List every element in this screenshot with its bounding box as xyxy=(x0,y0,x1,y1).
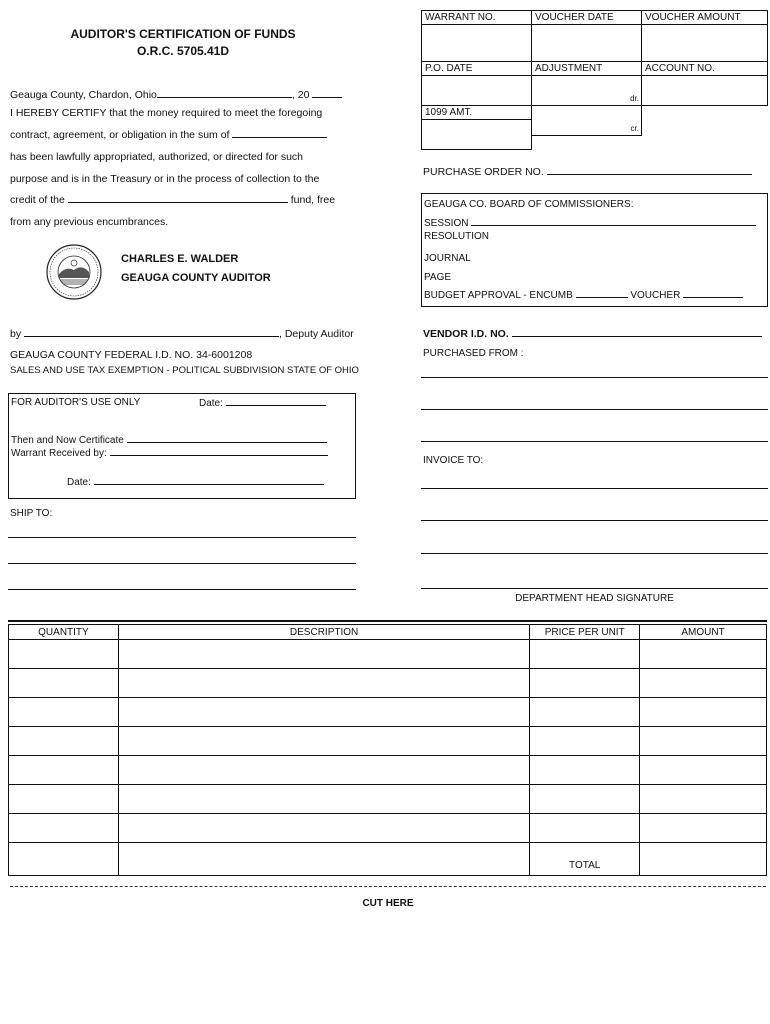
description-cell[interactable] xyxy=(118,785,529,814)
budget-line xyxy=(424,290,743,301)
purchased-from-line-3[interactable] xyxy=(421,441,768,442)
price-cell[interactable] xyxy=(530,814,640,843)
warrant-received-line xyxy=(11,448,328,459)
deputy-label: , Deputy Auditor xyxy=(279,328,354,340)
budget-label: BUDGET APPROVAL - ENCUMB xyxy=(424,290,573,301)
total-label: TOTAL xyxy=(530,843,640,876)
purchased-from-line-1[interactable] xyxy=(421,377,768,378)
quantity-cell[interactable] xyxy=(9,814,119,843)
cert-location-line xyxy=(10,88,342,102)
description-column-header: DESCRIPTION xyxy=(118,625,529,640)
auditor-use-date2-field[interactable] xyxy=(94,484,324,485)
cert-line-1: I HEREBY CERTIFY that the money required to meet the foregoing xyxy=(10,107,323,119)
invoice-to-label: INVOICE TO: xyxy=(423,455,484,466)
account-no-cell[interactable] xyxy=(641,61,768,106)
auditor-use-date-label: Date: xyxy=(199,398,223,409)
deputy-line xyxy=(10,327,354,341)
purchased-from-label: PURCHASED FROM : xyxy=(423,348,524,359)
auditor-use-date2-label: Date: xyxy=(67,477,91,488)
table-row xyxy=(9,727,767,756)
amount-cell[interactable] xyxy=(640,727,767,756)
ship-to-line-1[interactable] xyxy=(8,537,356,538)
cut-here-label: CUT HERE xyxy=(362,898,414,909)
cert-location: Geauga County, Chardon, Ohio xyxy=(10,89,157,101)
cert-date-field[interactable] xyxy=(157,97,292,98)
certificate-label: Then and Now Certificate xyxy=(11,435,124,446)
cert-line-5-start: credit of the xyxy=(10,194,65,206)
quantity-cell[interactable] xyxy=(9,756,119,785)
voucher-date-cell[interactable] xyxy=(531,10,642,62)
page-label: PAGE xyxy=(424,272,452,283)
purchased-from-line-2[interactable] xyxy=(421,409,768,410)
credit-label: cr. xyxy=(630,124,639,133)
warrant-no-cell[interactable] xyxy=(421,10,532,62)
voucher-amount-label: VOUCHER AMOUNT xyxy=(645,12,741,23)
ship-to-line-2[interactable] xyxy=(8,563,356,564)
cert-fund-field[interactable] xyxy=(68,202,288,203)
voucher-field[interactable] xyxy=(683,297,743,298)
table-row xyxy=(9,698,767,727)
cert-year-prefix: , 20 xyxy=(291,89,310,101)
table-row xyxy=(9,640,767,669)
vendor-id-field[interactable] xyxy=(512,336,762,337)
table-row xyxy=(9,669,767,698)
table-row xyxy=(9,785,767,814)
quantity-cell[interactable] xyxy=(9,669,119,698)
vendor-id-line xyxy=(423,327,762,341)
dept-signature-line[interactable] xyxy=(421,588,768,589)
cert-line-3: has been lawfully appropriated, authorized, or directed for such xyxy=(10,151,304,163)
session-line xyxy=(424,218,756,229)
po-number-label: PURCHASE ORDER NO. xyxy=(423,166,544,178)
po-date-cell[interactable] xyxy=(421,61,532,106)
description-cell[interactable] xyxy=(118,814,529,843)
po-number-field[interactable] xyxy=(547,174,752,175)
county-seal-icon xyxy=(46,244,102,300)
price-cell[interactable] xyxy=(530,669,640,698)
po-number-line xyxy=(423,165,752,179)
deputy-signature-field[interactable] xyxy=(24,336,279,337)
description-cell[interactable] xyxy=(118,843,529,876)
cert-line-5-end: fund, free xyxy=(290,194,336,206)
price-cell[interactable] xyxy=(530,785,640,814)
items-table xyxy=(8,624,767,876)
board-heading: GEAUGA CO. BOARD OF COMMISSIONERS: xyxy=(424,199,634,210)
cert-line-2-wrap xyxy=(10,128,327,142)
auditor-name: CHARLES E. WALDER xyxy=(121,253,239,265)
tax-exemption: SALES AND USE TAX EXEMPTION - POLITICAL SUBDIVISION STATE OF OHIO xyxy=(10,365,359,376)
cert-year-field[interactable] xyxy=(312,97,342,98)
board-box xyxy=(421,193,768,307)
form-subtitle: O.R.C. 5705.41D xyxy=(136,44,230,58)
quantity-cell[interactable] xyxy=(9,785,119,814)
total-row xyxy=(9,843,767,876)
voucher-label: VOUCHER xyxy=(630,290,681,301)
auditor-use-date-field[interactable] xyxy=(226,405,326,406)
resolution-label: RESOLUTION xyxy=(424,231,490,242)
quantity-cell[interactable] xyxy=(9,698,119,727)
encumb-field[interactable] xyxy=(576,297,628,298)
warrant-no-label: WARRANT NO. xyxy=(425,12,496,23)
debit-label: dr. xyxy=(630,94,639,103)
auditor-use-label: FOR AUDITOR'S USE ONLY xyxy=(11,397,141,408)
invoice-to-line-3[interactable] xyxy=(421,553,768,554)
table-row xyxy=(9,814,767,843)
table-row xyxy=(9,756,767,785)
cert-line-5-wrap xyxy=(10,193,335,207)
description-cell[interactable] xyxy=(118,640,529,669)
quantity-cell[interactable] xyxy=(9,640,119,669)
federal-id: GEAUGA COUNTY FEDERAL I.D. NO. 34-6001208 xyxy=(10,349,253,361)
form-title: AUDITOR'S CERTIFICATION OF FUNDS xyxy=(70,27,296,41)
vendor-id-label: VENDOR I.D. NO. xyxy=(423,328,509,340)
amount-cell[interactable] xyxy=(640,669,767,698)
cert-line-2: contract, agreement, or obligation in the sum of xyxy=(10,129,230,141)
total-amount-cell[interactable] xyxy=(640,843,767,876)
certificate-line xyxy=(11,435,327,446)
adjustment-label: ADJUSTMENT xyxy=(535,63,603,74)
amount-cell[interactable] xyxy=(640,756,767,785)
warrant-received-label: Warrant Received by: xyxy=(11,448,107,459)
session-field[interactable] xyxy=(471,225,756,226)
by-label: by xyxy=(10,328,22,340)
ship-to-line-3[interactable] xyxy=(8,589,356,590)
amount-cell[interactable] xyxy=(640,640,767,669)
adjustment-cell[interactable] xyxy=(531,61,642,136)
amount-cell[interactable] xyxy=(640,785,767,814)
auditor-use-date-line xyxy=(199,398,326,409)
quantity-cell[interactable] xyxy=(9,843,119,876)
amount-cell[interactable] xyxy=(640,814,767,843)
voucher-date-label: VOUCHER DATE xyxy=(535,12,614,23)
price-cell[interactable] xyxy=(530,698,640,727)
auditor-title: GEAUGA COUNTY AUDITOR xyxy=(121,272,271,284)
cert-sum-field[interactable] xyxy=(232,137,327,138)
invoice-to-line-1[interactable] xyxy=(421,488,768,489)
price-column-header: PRICE PER UNIT xyxy=(530,625,640,640)
amount-cell[interactable] xyxy=(640,698,767,727)
table-top-rule xyxy=(8,620,767,622)
certificate-field[interactable] xyxy=(127,442,327,443)
amt-1099-cell[interactable] xyxy=(421,105,532,150)
cut-line xyxy=(10,886,766,887)
cert-line-4: purpose and is in the Treasury or in the process of collection to the xyxy=(10,173,320,185)
quantity-column-header: QUANTITY xyxy=(9,625,119,640)
items-table-header xyxy=(9,625,767,640)
voucher-amount-cell[interactable] xyxy=(641,10,768,62)
session-label: SESSION xyxy=(424,218,469,229)
description-cell[interactable] xyxy=(118,727,529,756)
price-cell[interactable] xyxy=(530,640,640,669)
po-date-label: P.O. DATE xyxy=(425,63,473,74)
price-cell[interactable] xyxy=(530,756,640,785)
description-cell[interactable] xyxy=(118,756,529,785)
price-cell[interactable] xyxy=(530,727,640,756)
account-no-label: ACCOUNT NO. xyxy=(645,63,715,74)
description-cell[interactable] xyxy=(118,698,529,727)
description-cell[interactable] xyxy=(118,669,529,698)
ship-to-label: SHIP TO: xyxy=(10,508,53,519)
cert-line-6: from any previous encumbrances. xyxy=(10,216,169,228)
invoice-to-line-2[interactable] xyxy=(421,520,768,521)
dept-signature-label: DEPARTMENT HEAD SIGNATURE xyxy=(515,593,674,604)
auditor-use-date2-line xyxy=(67,477,324,488)
auditor-use-box xyxy=(8,393,356,499)
amt-1099-label: 1099 AMT. xyxy=(425,107,473,118)
journal-label: JOURNAL xyxy=(424,253,471,264)
amount-column-header: AMOUNT xyxy=(640,625,767,640)
quantity-cell[interactable] xyxy=(9,727,119,756)
warrant-received-field[interactable] xyxy=(110,455,328,456)
